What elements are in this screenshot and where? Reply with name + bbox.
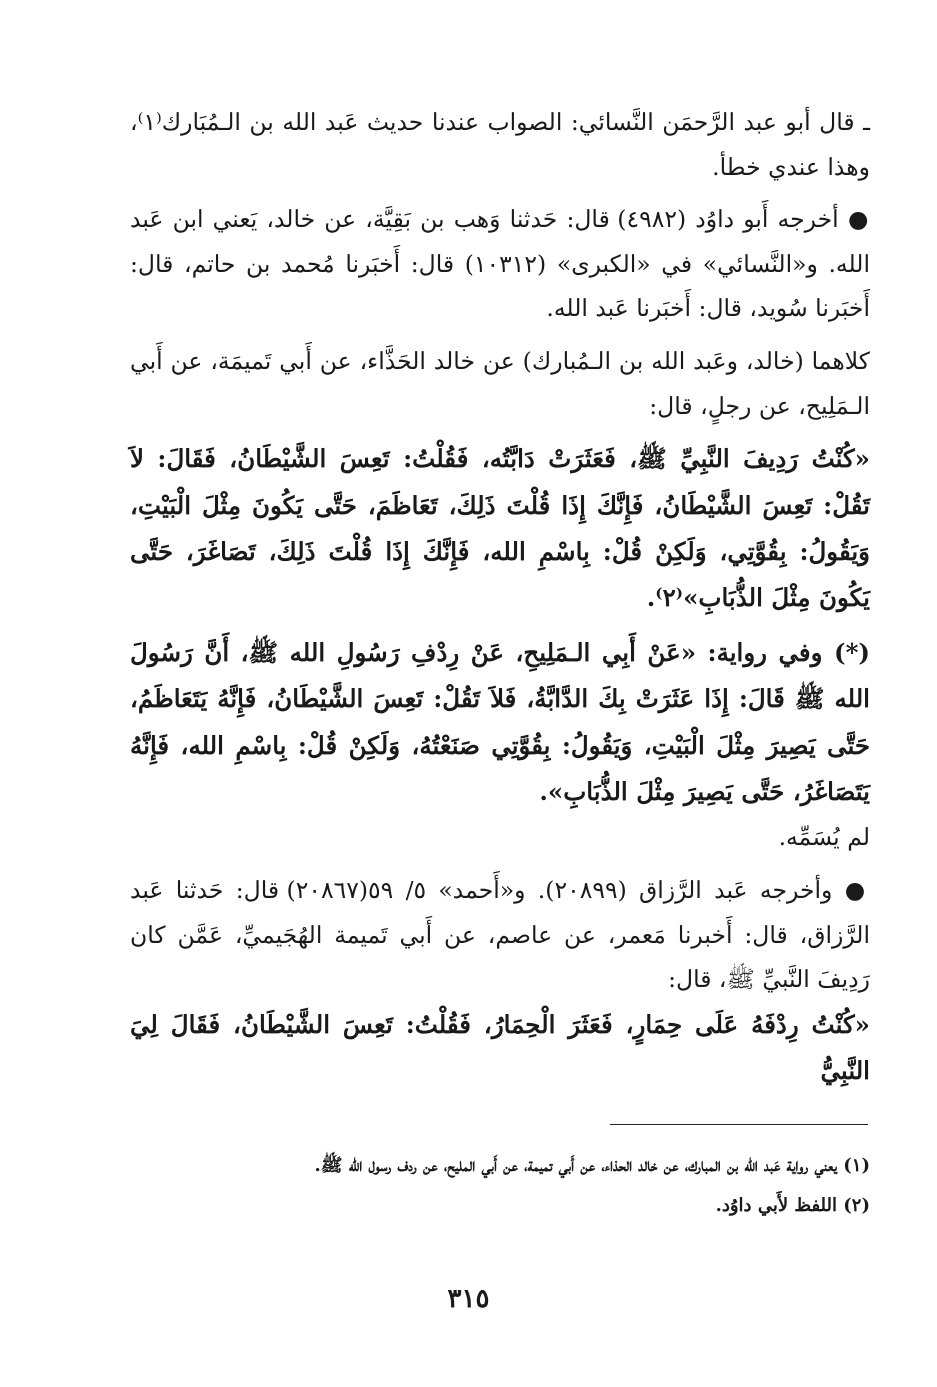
- footnote-2: (٢) اللفظ لأَبي داوُد.: [715, 1195, 870, 1216]
- footnote-separator: [610, 1124, 868, 1125]
- paragraph-takhrij-abu-dawud: ● أخرجه أَبو داوُد (٤٩٨٢) قال: حَدثنا وَهب بن بَقِيَّة، عن خالد، يَعني ابن عَبد الله. و«النَّسائي» في «الكبرى» (١٠٣١٢) قال: أَخبَرنا مُحمد بن حاتم، قال: أَخبَرنا سُويد، قال: أَخبَرنا عَبد الله.: [130, 205, 871, 323]
- main-text: [130, 100, 870, 1095]
- paragraph-unnamed-note: لم يُسَمِّه.: [778, 823, 870, 852]
- paragraph-hadith-text: «كُنْتُ رَدِيفَ النَّبِيِّ ﷺ، فَعَثَرَتْ دَابَّتُه، فَقُلْتُ: تَعِسَ الشَّيْطَانُ، فَقَالَ: لاَ تَقُلْ: تَعِسَ الشَّيْطَانُ، فَإِنَّكَ إِذَا قُلْتَ ذَلِكَ، تَعَاظَمَ، حَتَّى يَكُونَ مِثْلَ الْبَيْتِ، وَيَقُولُ: بِقُوَّتِي، وَلَكِنْ قُلْ: بِاسْمِ الله، فَإِنَّكَ إِذَا قُلْتَ ذَلِكَ، تَصَاغَرَ، حَتَّى يَكُونَ مِثْلَ الذُّبَابِ»⁽٢⁾.: [130, 444, 870, 613]
- footnotes: [130, 1146, 870, 1226]
- paragraph-hadith-donkey: «كُنْتُ رِدْفَهُ عَلَى حِمَارٍ، فَعَثَرَ الْحِمَارُ، فَقُلْتُ: تَعِسَ الشَّيْطَانُ، فَقَالَ لِيَ النَّبِيُّ: [130, 1009, 870, 1086]
- paragraph-isnad: كلاهما (خالد، وعَبد الله بن الـمُبارك) عن خالد الحَذَّاء، عن أَبي تَميمَة، عن أَبي الـمَلِيح، عن رجلٍ، قال:: [130, 346, 870, 420]
- footnote-1: (١) يعني رواية عَبد الله بن المبارك، عن خالد الحذاء، عن أَبي تميمة، عن أَبي المليح، عن ردف رسول الله ﷺ.: [314, 1155, 870, 1176]
- paragraph-nasai-opinion: ـ قال أبو عبد الرَّحمَن النَّسائي: الصواب عندنا حديث عَبد الله بن الـمُبَارك⁽١⁾، وهذا عندي خطأ.: [130, 108, 870, 181]
- paragraph-alternate-narration: (*) وفي رواية: «عَنْ أَبِي الـمَلِيحِ، عَنْ رِدْفِ رَسُولِ الله ﷺ، أَنَّ رَسُولَ الله ﷺ قَالَ: إِذَا عَثَرَتْ بِكَ الدَّابَّةُ، فَلاَ تَقُلْ: تَعِسَ الشَّيْطَانُ، فَإِنَّهُ يَتَعَاظَمُ، حَتَّى يَصِيرَ مِثْلَ الْبَيْتِ، وَيَقُولُ: بِقُوَّتِي صَنَعْتُهُ، وَلَكِنْ قُلْ: بِاسْمِ الله، فَإِنَّهُ يَتَصَاغَرُ، حَتَّى يَصِيرَ مِثْلَ الذُّبَابِ».: [130, 637, 870, 806]
- paragraph-takhrij-abd-al-razzaq: ● وأخرجه عَبد الرَّزاق (٢٠٨٩٩). و«أَحمد» ٥/ ٥٩(٢٠٨٦٧) قال: حَدثنا عَبد الرَّزاق، قال: أَخبرنا مَعمر، عن عاصم، عن أَبي تَميمة الهُجَيميِّ، عَمَّن كان رَدِيفَ النَّبيِّ ﷺ، قال:: [130, 876, 870, 994]
- page-number: ٣١٥: [447, 1284, 490, 1314]
